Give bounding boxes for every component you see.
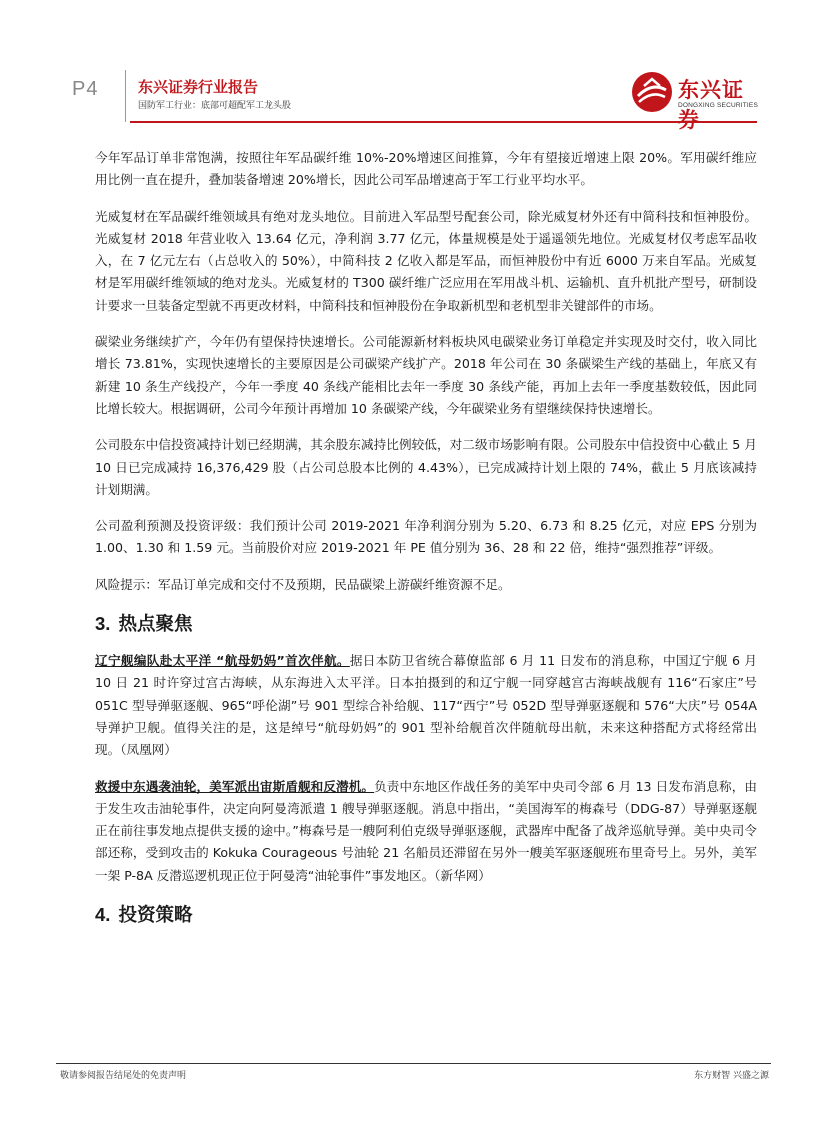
logo-text-en: DONGXING SECURITIES — [678, 102, 759, 109]
header-rule — [130, 121, 757, 123]
page-header — [0, 0, 827, 130]
paragraph: 风险提示：军品订单完成和交付不及预期，民品碳梁上游碳纤维资源不足。 — [95, 576, 511, 592]
news-body: 负责中东地区作战任务的美军中央司令部 6 月 13 日发布消息称，由于发生攻击油轮事件，决定向阿曼湾派遣 1 艘导弹驱逐舰。消息中指出，“美国海军的梅森号（DDG-87）导弹驱逐舰正在前往事发地点提供支援的途中。”梅森号是一艘阿利伯克级导弹驱逐舰，武器库中配备了战斧巡航导弹。美中央司令部还称，受到攻击的 Kokuka Courageous 号油轮 21 名船员还滞留在另外一艘美军驱逐舰班布里奇号上。另外，美军一架 P-8A 反潜巡逻机现正位于阿曼湾“油轮事件”事发地区。（新华网） — [95, 778, 758, 883]
section-number: 4. — [95, 904, 111, 926]
news-body: 据日本防卫省统合幕僚监部 6 月 11 日发布的消息称，中国辽宁舰 6 月 10 日 21 时许穿过宫古海峡，从东海进入太平洋。日本拍摄到的和辽宁舰一同穿越宫古海峡战舰有 116“石家庄”号 051C 型导弹驱逐舰、965“呼伦湖”号 901 型综合补给舰、117“西宁”号 052D 型导弹驱逐舰和 576“大庆”号 054A 导弹护卫舰。值得关注的是，这是绰号“航母奶妈”的 901 型补给舰首次伴随航母出航，未来这种搭配方式将经常出现。（凤凰网） — [95, 653, 757, 758]
logo-emblem-icon — [630, 70, 674, 114]
company-logo — [630, 70, 760, 132]
main-content — [95, 147, 757, 941]
page-number: P4 — [72, 78, 99, 100]
footer-disclaimer: 敬请参阅报告结尾处的免责声明 — [60, 1071, 187, 1081]
section-title: 投资策略 — [118, 904, 193, 926]
footer-rule — [56, 1063, 771, 1064]
paragraph: 公司盈利预测及投资评级：我们预计公司 2019-2021 年净利润分别为 5.20、6.73 和 8.25 亿元，对应 EPS 分别为 1.00、1.30 和 1.59 元。当前股价对应 2019-2021 年 PE 值分别为 36、28 和 22 倍，维持“强烈推荐”评级。 — [95, 518, 757, 556]
section-title: 热点聚焦 — [118, 613, 193, 635]
section-number: 3. — [95, 613, 111, 635]
news-headline: 救援中东遇袭油轮，美军派出宙斯盾舰和反潜机。 — [95, 778, 375, 794]
section-heading-4 — [95, 901, 757, 927]
footer-slogan: 东方财智 兴盛之源 — [694, 1071, 769, 1081]
paragraph: 碳梁业务继续扩产，今年仍有望保持快速增长。公司能源新材料板块风电碳梁业务订单稳定并实现及时交付，收入同比增长 73.81%，实现快速增长的主要原因是公司碳梁产线扩产。2018 年公司在 30 条碳梁生产线的基础上，年底又有新建 10 条生产线投产，今年一季度 40 条线产能相比去年一季度 30 条线产能，再加上去年一季度基数较低，因此同比增长较大。根据调研，公司今年预计再增加 10 条碳梁产线，今年碳梁业务有望继续保持快速增长。 — [95, 334, 757, 416]
section-heading-3 — [95, 610, 757, 636]
logo-text-cn: 东兴证券 — [678, 78, 744, 132]
paragraph: 公司股东中信投资减持计划已经期满，其余股东减持比例较低，对二级市场影响有限。公司股东中信投资中心截止 5 月 10 日已完成减持 16,376,429 股（占公司总股本比例的 4.43%），已完成减持计划上限的 74%，截止 5 月底该减持计划期满。 — [95, 437, 757, 497]
report-title: 东兴证券行业报告 — [138, 78, 259, 96]
news-item-1 — [95, 650, 757, 761]
news-headline: 辽宁舰编队赴太平洋 “航母奶妈”首次伴航。 — [95, 653, 350, 669]
header-divider — [125, 70, 126, 122]
report-subtitle: 国防军工行业：底部可超配军工龙头股 — [138, 101, 292, 111]
paragraph: 今年军品订单非常饱满，按照往年军品碳纤维 10%-20%增速区间推算，今年有望接近增速上限 20%。军用碳纤维应用比例一直在提升，叠加装备增速 20%增长，因此公司军品增速高于军工行业平均水平。 — [95, 150, 757, 188]
paragraph: 光威复材在军品碳纤维领域具有绝对龙头地位。目前进入军品型号配套公司，除光威复材外还有中简科技和恒神股份。光威复材 2018 年营业收入 13.64 亿元，净利润 3.77 亿元，体量规模是处于遥遥领先地位。光威复材仅考虑军品收入，在 7 亿元左右（占总收入的 50%），中简科技 2 亿收入都是军品，而恒神股份中有近 6000 万来自军品。光威复材是军用碳纤维领域的绝对龙头。光威复材的 T300 碳纤维广泛应用在军用战斗机、运输机、直升机批产型号，研制设计要求一旦装备定型就不再更改材料，中简科技和恒神股份在争取新机型和老机型非关键部件的市场。 — [95, 208, 757, 313]
news-item-2 — [95, 776, 757, 887]
